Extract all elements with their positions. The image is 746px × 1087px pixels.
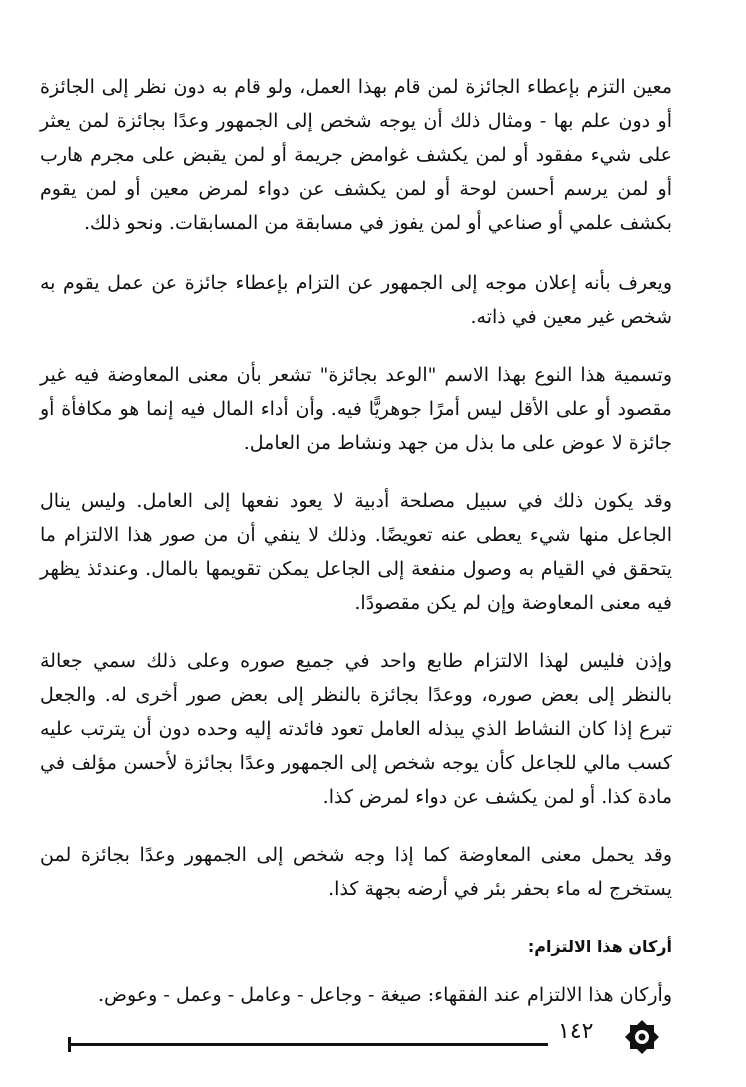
footer-rule-end <box>68 1037 71 1052</box>
paragraph-1: معين التزم بإعطاء الجائزة لمن قام بهذا العمل، ولو قام به دون نظر إلى الجائزة أو دون علم بها - ومثال ذلك أن يوجه شخص إلى الجمهور وعدًا بجائزة لمن يعثر على شيء مفقود أو لمن يكشف غوامض جريمة أو لمن يقبض على مجرم هارب أو لمن يرسم أحسن لوحة أو لمن يكشف عن دواء لمرض معين أو لمن يقوم بكشف علمي أو صناعي أو لمن يفوز في مسابقة من المسابقات. ونحو ذلك. <box>40 76 672 234</box>
paragraph-2: ويعرف بأنه إعلان موجه إلى الجمهور عن التزام بإعطاء جائزة عن عمل يقوم به شخص غير معين في ذاته. <box>40 272 672 328</box>
section-heading: أركان هذا الالتزام: <box>527 937 672 956</box>
footer-rule <box>68 1043 548 1046</box>
paragraph-7: وأركان هذا الالتزام عند الفقهاء: صيغة - وجاعل - وعامل - وعمل - وعوض. <box>97 984 672 1006</box>
paragraph-3: وتسمية هذا النوع بهذا الاسم "الوعد بجائزة" تشعر بأن معنى المعاوضة فيه غير مقصود أو على الأقل ليس أمرًا جوهريًّا فيه. وأن أداء المال فيه إنما هو مكافأة أو جائزة لا عوض على ما بذل من جهد ونشاط من العامل. <box>40 364 672 454</box>
paragraph-5: وإذن فليس لهذا الالتزام طابع واحد في جميع صوره وعلى ذلك سمي جعالة بالنظر إلى بعض صوره، ووعدًا بجائزة بالنظر إلى بعض صور أخرى له. والجعل تبرع إذا كان النشاط الذي يبذله العامل تعود فائدته إليه وحده دون أن يترتب عليه كسب مالي للجاعل كأن يوجه شخص إلى الجمهور وعدًا بجائزة لأحسن مؤلف في مادة كذا. أو لمن يكشف عن دواء لمرض كذا. <box>40 650 672 808</box>
page-body <box>40 70 672 1036</box>
page-number: ١٤٢ <box>558 1019 594 1044</box>
ornament-icon <box>620 1015 664 1059</box>
paragraph-6: وقد يحمل معنى المعاوضة كما إذا وجه شخص إلى الجمهور وعدًا بجائزة لمن يستخرج له ماء بحفر بئر في أرضه بجهة كذا. <box>40 844 672 900</box>
page-footer <box>68 1015 688 1061</box>
paragraph-4: وقد يكون ذلك في سبيل مصلحة أدبية لا يعود نفعها إلى العامل. وليس ينال الجاعل منها شيء يعطى عنه تعويضًا. وذلك لا ينفي أن من صور هذا الالتزام ما يتحقق في القيام به وصول منفعة إلى الجاعل يمكن تقويمها بالمال. وعندئذ يظهر فيه معنى المعاوضة وإن لم يكن مقصودًا. <box>40 490 672 614</box>
